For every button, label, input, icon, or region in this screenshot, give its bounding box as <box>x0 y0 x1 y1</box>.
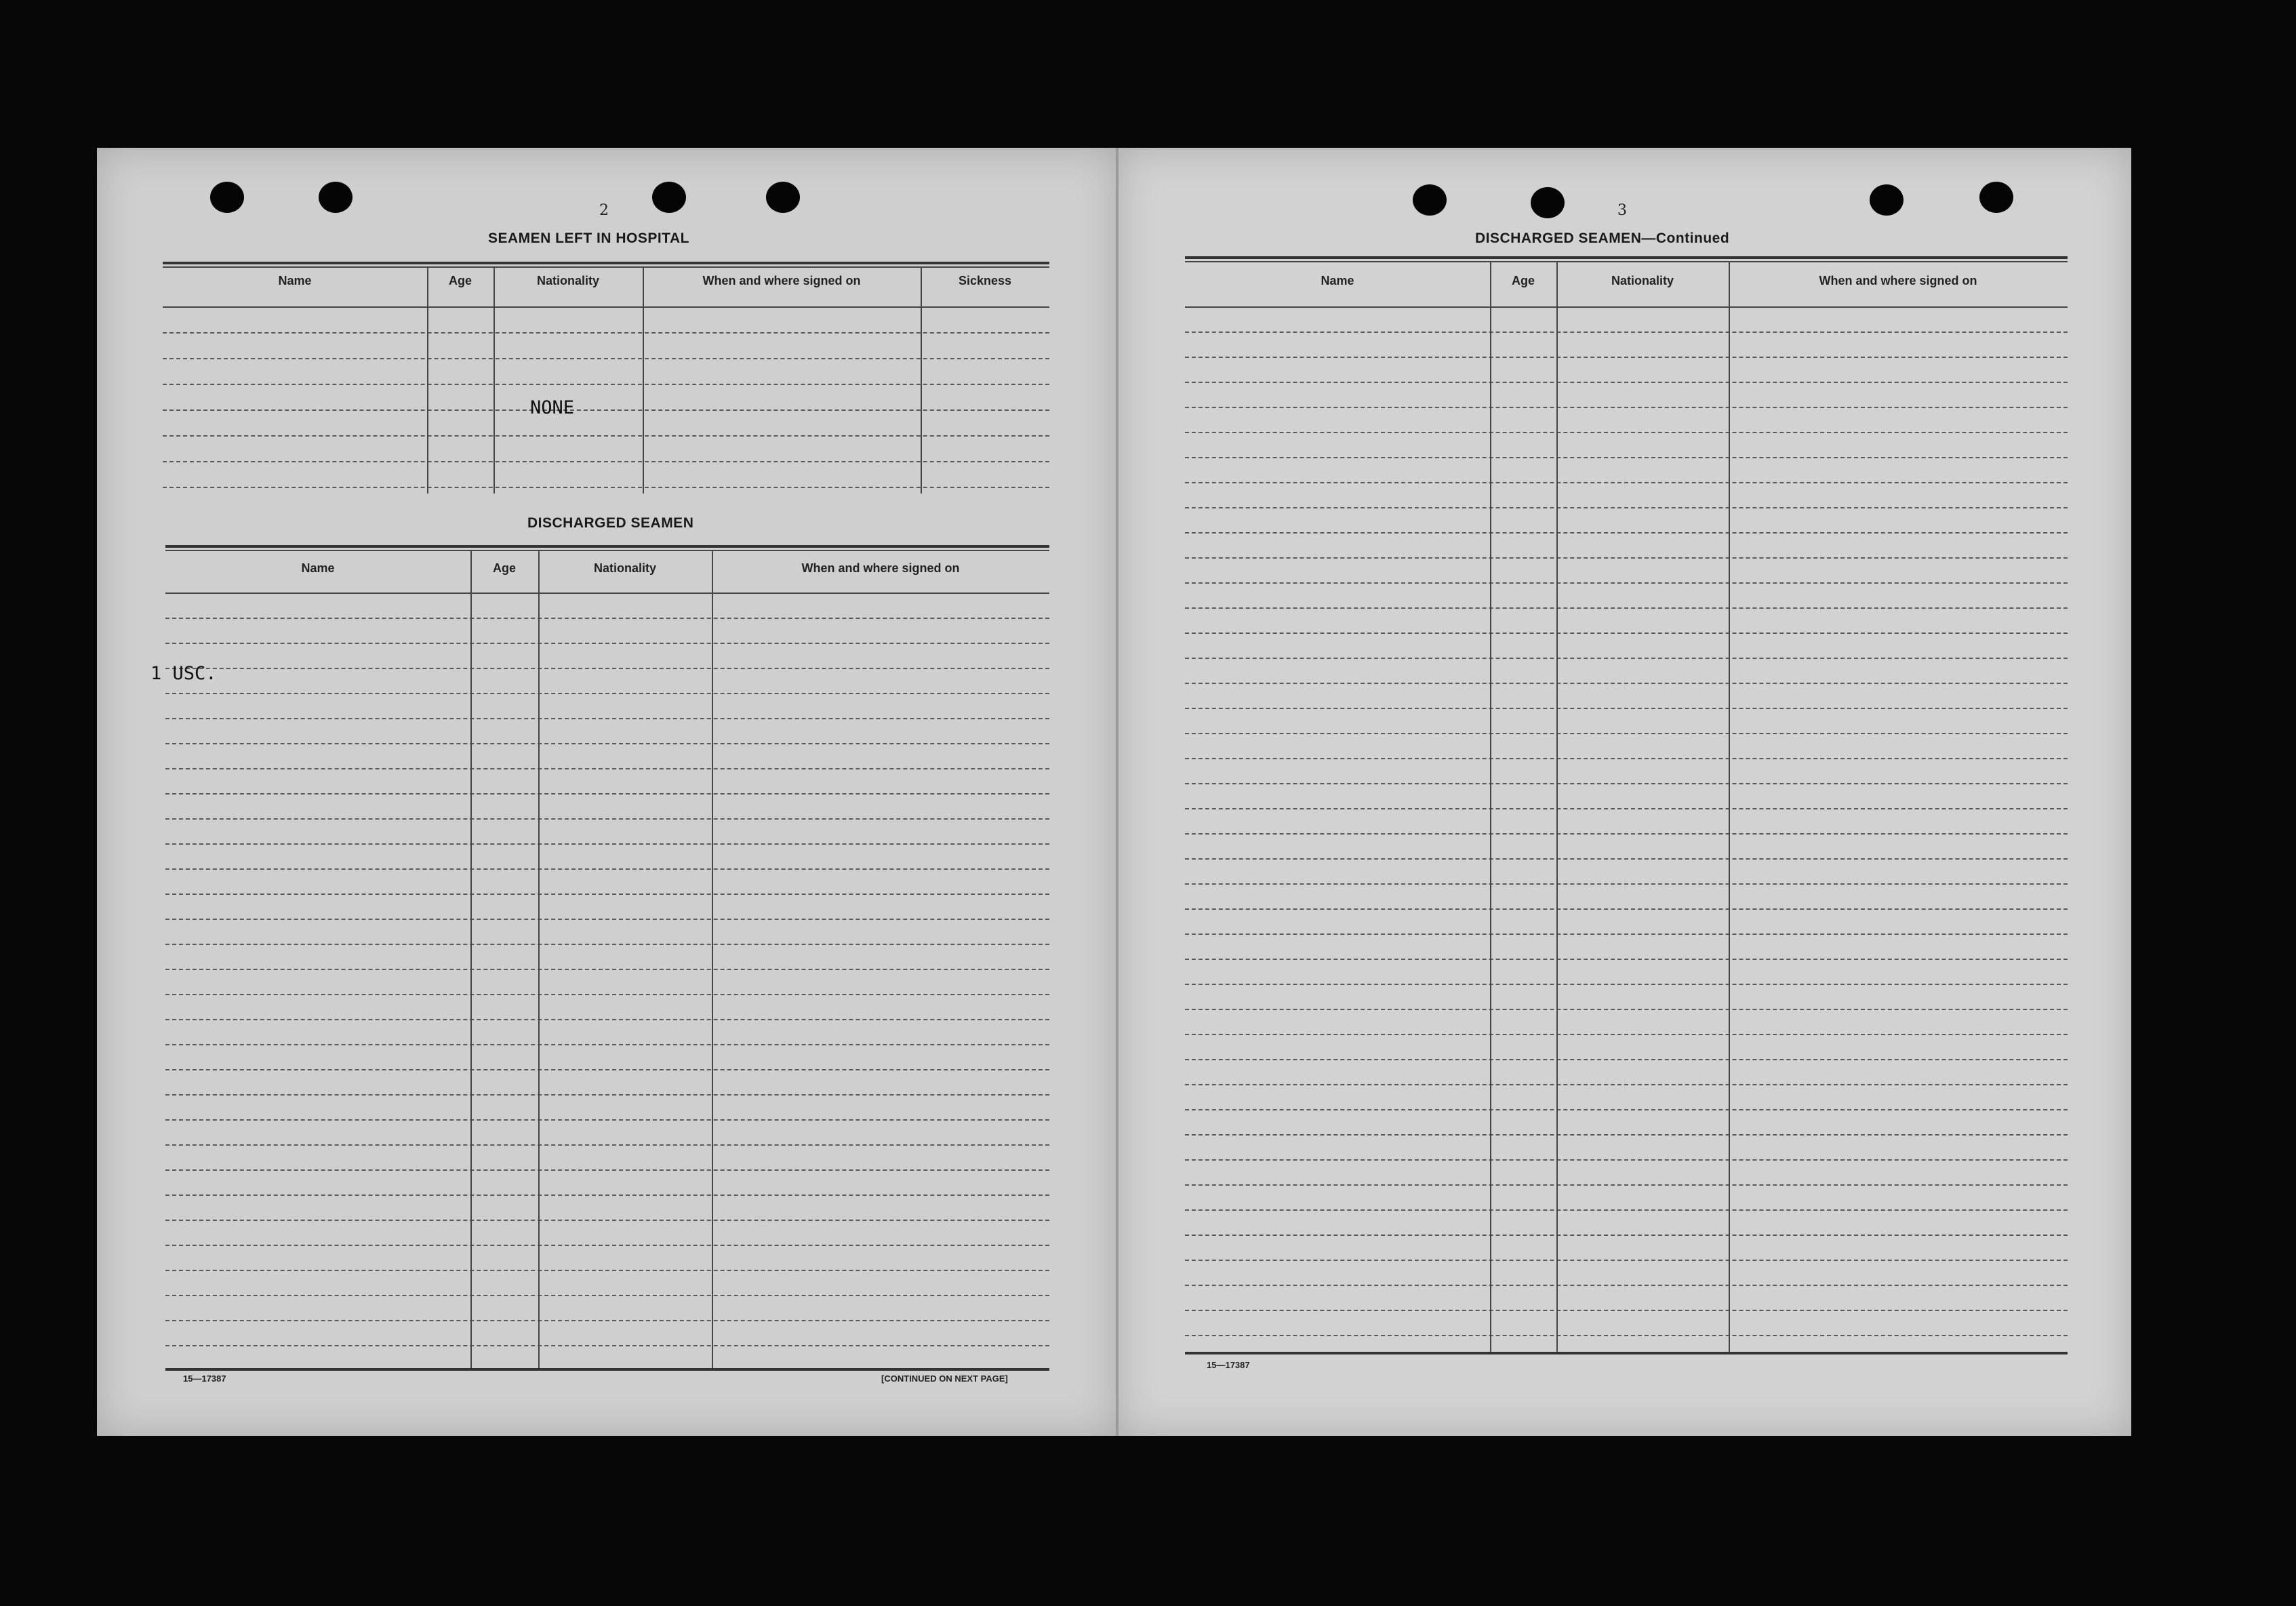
row-rule <box>163 409 1049 411</box>
row-rule <box>1185 532 2068 534</box>
row-rule <box>1185 683 2068 684</box>
row-rule <box>165 1144 1049 1146</box>
continued-note: [CONTINUED ON NEXT PAGE] <box>881 1373 1008 1384</box>
row-rule <box>1185 1335 2068 1336</box>
row-rule <box>1185 332 2068 333</box>
row-rule <box>1185 783 2068 784</box>
hospital-entry: NONE <box>530 397 575 418</box>
row-rule <box>165 793 1049 795</box>
row-rule <box>1185 984 2068 985</box>
row-rule <box>1185 733 2068 734</box>
row-rule <box>1185 357 2068 358</box>
row-rule <box>1185 1260 2068 1261</box>
column-rule <box>1490 261 1491 1352</box>
table-top-rule <box>163 266 1049 268</box>
row-rule <box>165 768 1049 769</box>
row-rule <box>1185 883 2068 885</box>
discharged-continued-title <box>1475 230 1729 247</box>
row-rule <box>163 461 1049 462</box>
row-rule <box>165 919 1049 920</box>
column-rule <box>1556 261 1558 1352</box>
column-rule <box>494 266 495 494</box>
row-rule <box>1185 1109 2068 1110</box>
title-suffix: —Continued <box>1641 230 1730 246</box>
row-rule <box>165 1094 1049 1096</box>
row-rule <box>1185 858 2068 860</box>
bleed-through <box>258 285 267 319</box>
row-rule <box>1185 1034 2068 1035</box>
row-rule <box>1185 507 2068 508</box>
row-rule <box>165 643 1049 644</box>
column-header: Nationality <box>536 274 599 287</box>
table-top-rule <box>163 262 1049 264</box>
row-rule <box>1185 1084 2068 1085</box>
header-rule <box>165 593 1049 594</box>
table-bottom-rule <box>165 1368 1049 1371</box>
column-header: When and where signed on <box>1819 274 1977 287</box>
row-rule <box>165 693 1049 694</box>
row-rule <box>1185 1134 2068 1136</box>
row-rule <box>1185 758 2068 759</box>
discharged-section-title: DISCHARGED SEAMEN <box>527 515 694 531</box>
row-rule <box>1185 633 2068 634</box>
row-rule <box>1185 382 2068 383</box>
row-rule <box>1185 482 2068 483</box>
row-rule <box>1185 808 2068 809</box>
row-rule <box>1185 908 2068 910</box>
column-rule <box>643 266 644 494</box>
row-rule <box>165 1119 1049 1121</box>
header-rule <box>163 306 1049 308</box>
column-header: Name <box>1321 274 1354 287</box>
row-rule <box>165 1069 1049 1070</box>
table-top-rule <box>1185 256 2068 259</box>
row-rule <box>1185 407 2068 408</box>
row-rule <box>165 1270 1049 1271</box>
row-rule <box>165 1345 1049 1346</box>
row-rule <box>1185 658 2068 659</box>
row-rule <box>163 358 1049 359</box>
row-rule <box>165 1220 1049 1221</box>
column-header: Nationality <box>1611 274 1674 287</box>
row-rule <box>1185 457 2068 458</box>
page-number: 3 <box>1617 202 1627 219</box>
row-rule <box>1185 582 2068 584</box>
column-header: Sickness <box>958 274 1012 287</box>
hospital-section-title: SEAMEN LEFT IN HOSPITAL <box>488 230 689 246</box>
row-rule <box>165 743 1049 744</box>
row-rule <box>1185 833 2068 835</box>
column-rule <box>921 266 922 494</box>
row-rule <box>1185 1184 2068 1186</box>
punch-hole <box>210 182 244 213</box>
row-rule <box>165 868 1049 870</box>
page-number: 2 <box>599 202 609 219</box>
punch-hole <box>1531 187 1565 218</box>
row-rule <box>165 668 1049 669</box>
punch-hole <box>1979 182 2013 213</box>
row-rule <box>1185 1159 2068 1161</box>
punch-hole <box>319 182 353 213</box>
right-page <box>1117 148 2131 1436</box>
column-rule <box>712 550 713 1368</box>
header-rule <box>1185 306 2068 308</box>
punch-hole <box>766 182 800 213</box>
row-rule <box>1185 959 2068 960</box>
row-rule <box>1185 1209 2068 1211</box>
row-rule <box>1185 432 2068 433</box>
column-header: Name <box>301 561 335 575</box>
column-header: Name <box>278 274 312 287</box>
discharged-entry: 1 USC. <box>150 663 217 684</box>
row-rule <box>1185 1310 2068 1311</box>
table-top-rule <box>165 550 1049 551</box>
row-rule <box>165 1044 1049 1045</box>
row-rule <box>165 994 1049 995</box>
column-rule <box>470 550 472 1368</box>
column-header: Nationality <box>593 561 656 575</box>
row-rule <box>1185 934 2068 935</box>
page-fold <box>1116 148 1119 1436</box>
row-rule <box>165 618 1049 619</box>
row-rule <box>165 1019 1049 1020</box>
column-header: Age <box>448 274 472 287</box>
table-top-rule <box>1185 261 2068 262</box>
row-rule <box>165 1295 1049 1296</box>
row-rule <box>1185 557 2068 559</box>
row-rule <box>165 894 1049 895</box>
punch-hole <box>1870 184 1904 216</box>
column-header: When and where signed on <box>702 274 861 287</box>
table-bottom-rule <box>1185 1352 2068 1354</box>
title-main: DISCHARGED SEAMEN <box>1475 230 1642 246</box>
row-rule <box>165 944 1049 945</box>
row-rule <box>1185 1285 2068 1286</box>
punch-hole <box>652 182 686 213</box>
column-rule <box>538 550 540 1368</box>
left-page <box>97 148 1117 1436</box>
column-rule <box>427 266 428 494</box>
row-rule <box>1185 1234 2068 1236</box>
row-rule <box>165 1169 1049 1171</box>
row-rule <box>165 969 1049 970</box>
row-rule <box>163 487 1049 488</box>
row-rule <box>163 384 1049 385</box>
row-rule <box>165 1195 1049 1196</box>
row-rule <box>1185 1009 2068 1010</box>
column-header: Age <box>1511 274 1535 287</box>
row-rule <box>1185 607 2068 609</box>
row-rule <box>165 718 1049 719</box>
row-rule <box>165 1320 1049 1321</box>
column-header: When and where signed on <box>801 561 960 575</box>
row-rule <box>163 435 1049 437</box>
column-rule <box>1729 261 1730 1352</box>
row-rule <box>163 332 1049 334</box>
form-number: 15—17387 <box>183 1373 226 1384</box>
row-rule <box>165 818 1049 820</box>
table-top-rule <box>165 545 1049 548</box>
form-number: 15—17387 <box>1207 1360 1250 1370</box>
row-rule <box>165 1245 1049 1246</box>
row-rule <box>1185 708 2068 709</box>
column-header: Age <box>492 561 516 575</box>
row-rule <box>1185 1059 2068 1060</box>
punch-hole <box>1413 184 1447 216</box>
row-rule <box>165 843 1049 845</box>
